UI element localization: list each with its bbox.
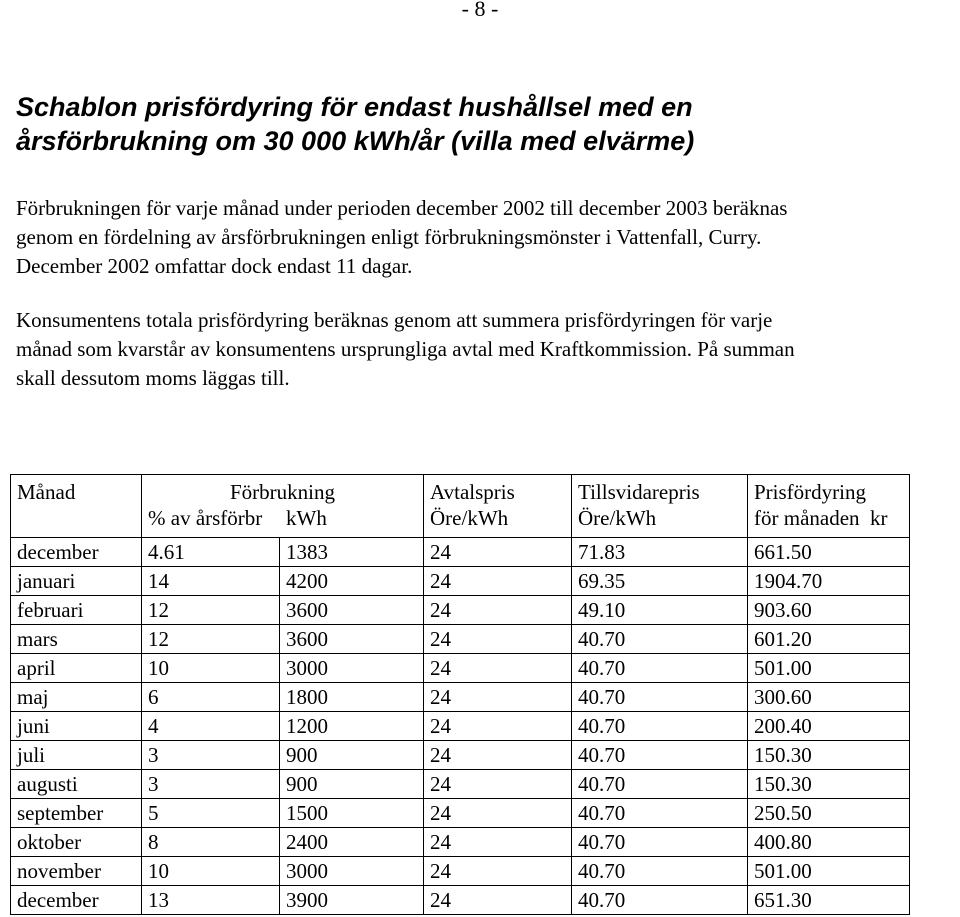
kwh-cell: 1500 — [280, 799, 424, 828]
table-row — [11, 654, 910, 683]
pct-cell: 6 — [142, 683, 280, 712]
pct-cell: 8 — [142, 828, 280, 857]
pct-cell: 4.61 — [142, 538, 280, 567]
header-increase-line2: för månaden kr — [754, 506, 888, 530]
header-contract-line2: Öre/kWh — [430, 506, 509, 530]
header-consumption — [142, 475, 424, 538]
current-price-cell: 40.70 — [572, 799, 748, 828]
month-cell: juni — [11, 712, 142, 741]
kwh-cell: 1800 — [280, 683, 424, 712]
kwh-cell: 3000 — [280, 654, 424, 683]
increase-cell: 661.50 — [748, 538, 910, 567]
month-cell: september — [11, 799, 142, 828]
page-number: - 8 - — [461, 0, 499, 21]
header-consumption-title: Förbrukning — [230, 480, 335, 504]
pct-cell: 5 — [142, 799, 280, 828]
paragraph-total — [16, 306, 946, 393]
increase-cell: 651.30 — [748, 886, 910, 915]
table-row — [11, 596, 910, 625]
header-price-increase — [748, 475, 910, 538]
contract-price-cell: 24 — [424, 712, 572, 741]
contract-price-cell: 24 — [424, 741, 572, 770]
pct-cell: 3 — [142, 741, 280, 770]
pct-cell: 10 — [142, 654, 280, 683]
table-row — [11, 799, 910, 828]
table-row — [11, 567, 910, 596]
current-price-cell: 40.70 — [572, 770, 748, 799]
pct-cell: 3 — [142, 770, 280, 799]
increase-cell: 400.80 — [748, 828, 910, 857]
paragraph-line: genom en fördelning av årsförbrukningen enligt förbrukningsmönster i Vattenfall, Curry. — [16, 225, 762, 249]
current-price-cell: 40.70 — [572, 654, 748, 683]
heading-line-1: Schablon prisfördyring för endast hushållsel med en — [16, 92, 693, 122]
contract-price-cell: 24 — [424, 567, 572, 596]
current-price-cell: 40.70 — [572, 712, 748, 741]
current-price-cell: 40.70 — [572, 625, 748, 654]
kwh-cell: 1200 — [280, 712, 424, 741]
header-consumption-pct: % av årsförbr — [148, 506, 263, 530]
current-price-cell: 40.70 — [572, 828, 748, 857]
header-contract-price — [424, 475, 572, 538]
month-cell: november — [11, 857, 142, 886]
current-price-cell: 71.83 — [572, 538, 748, 567]
month-cell: maj — [11, 683, 142, 712]
increase-cell: 300.60 — [748, 683, 910, 712]
kwh-cell: 3600 — [280, 625, 424, 654]
table-row — [11, 741, 910, 770]
heading-line-2: årsförbrukning om 30 000 kWh/år (villa med elvärme) — [16, 126, 695, 156]
month-cell: augusti — [11, 770, 142, 799]
kwh-cell: 1383 — [280, 538, 424, 567]
table-row — [11, 683, 910, 712]
price-increase-table — [10, 474, 910, 915]
current-price-cell: 40.70 — [572, 683, 748, 712]
table-row — [11, 770, 910, 799]
paragraph-line: Konsumentens totala prisfördyring beräknas genom att summera prisfördyringen för varje — [16, 308, 773, 332]
current-price-cell: 69.35 — [572, 567, 748, 596]
pct-cell: 12 — [142, 596, 280, 625]
increase-cell: 200.40 — [748, 712, 910, 741]
table-row — [11, 886, 910, 915]
kwh-cell: 4200 — [280, 567, 424, 596]
kwh-cell: 3000 — [280, 857, 424, 886]
pct-cell: 4 — [142, 712, 280, 741]
table-row — [11, 538, 910, 567]
current-price-cell: 49.10 — [572, 596, 748, 625]
kwh-cell: 900 — [280, 741, 424, 770]
kwh-cell: 3900 — [280, 886, 424, 915]
header-increase-line1: Prisfördyring — [754, 480, 866, 504]
header-consumption-kwh: kWh — [286, 506, 327, 530]
pct-cell: 14 — [142, 567, 280, 596]
contract-price-cell: 24 — [424, 683, 572, 712]
contract-price-cell: 24 — [424, 538, 572, 567]
month-cell: februari — [11, 596, 142, 625]
paragraph-line: månad som kvarstår av konsumentens ursprungliga avtal med Kraftkommission. På summan — [16, 337, 795, 361]
header-current-price — [572, 475, 748, 538]
increase-cell: 150.30 — [748, 770, 910, 799]
month-cell: april — [11, 654, 142, 683]
pct-cell: 13 — [142, 886, 280, 915]
current-price-cell: 40.70 — [572, 857, 748, 886]
increase-cell: 601.20 — [748, 625, 910, 654]
table-header-row — [11, 475, 910, 538]
paragraph-line: skall dessutom moms läggas till. — [16, 366, 290, 390]
month-cell: december — [11, 886, 142, 915]
paragraph-line: Förbrukningen för varje månad under perioden december 2002 till december 2003 beräknas — [16, 196, 788, 220]
contract-price-cell: 24 — [424, 770, 572, 799]
increase-cell: 501.00 — [748, 857, 910, 886]
header-current-line1: Tillsvidarepris — [578, 480, 700, 504]
document-heading — [16, 90, 936, 158]
table-row — [11, 625, 910, 654]
pct-cell: 12 — [142, 625, 280, 654]
month-cell: oktober — [11, 828, 142, 857]
increase-cell: 1904.70 — [748, 567, 910, 596]
increase-cell: 150.30 — [748, 741, 910, 770]
kwh-cell: 900 — [280, 770, 424, 799]
contract-price-cell: 24 — [424, 596, 572, 625]
kwh-cell: 3600 — [280, 596, 424, 625]
paragraph-line: December 2002 omfattar dock endast 11 dagar. — [16, 254, 413, 278]
increase-cell: 250.50 — [748, 799, 910, 828]
month-cell: mars — [11, 625, 142, 654]
increase-cell: 501.00 — [748, 654, 910, 683]
contract-price-cell: 24 — [424, 857, 572, 886]
contract-price-cell: 24 — [424, 799, 572, 828]
table-row — [11, 828, 910, 857]
header-contract-line1: Avtalspris — [430, 480, 515, 504]
current-price-cell: 40.70 — [572, 886, 748, 915]
month-cell: juli — [11, 741, 142, 770]
month-cell: januari — [11, 567, 142, 596]
header-month: Månad — [11, 475, 142, 538]
contract-price-cell: 24 — [424, 654, 572, 683]
contract-price-cell: 24 — [424, 828, 572, 857]
month-cell: december — [11, 538, 142, 567]
contract-price-cell: 24 — [424, 625, 572, 654]
paragraph-consumption — [16, 194, 946, 281]
pct-cell: 10 — [142, 857, 280, 886]
kwh-cell: 2400 — [280, 828, 424, 857]
table-row — [11, 712, 910, 741]
current-price-cell: 40.70 — [572, 741, 748, 770]
contract-price-cell: 24 — [424, 886, 572, 915]
table-row — [11, 857, 910, 886]
increase-cell: 903.60 — [748, 596, 910, 625]
header-current-line2: Öre/kWh — [578, 506, 657, 530]
